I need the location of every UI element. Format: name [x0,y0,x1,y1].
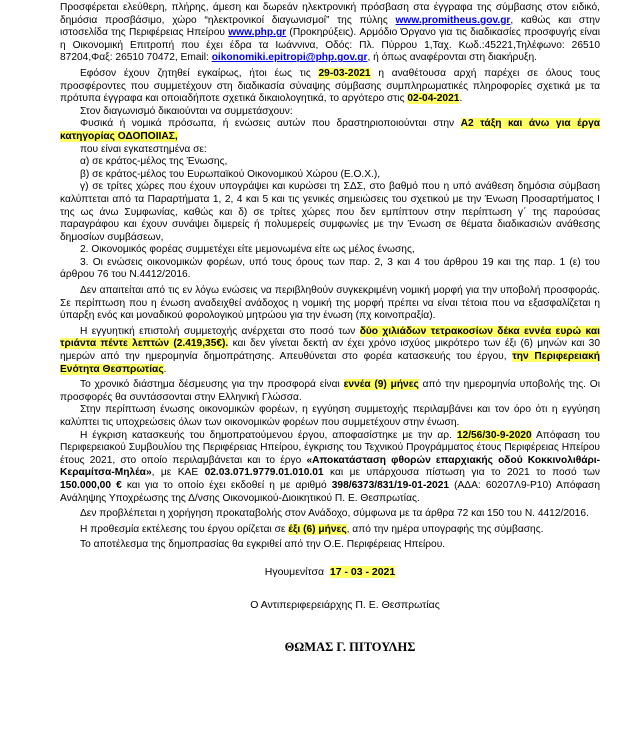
class-requirement: Α2 τάξη και άνω για έργα κατηγορίας ΟΔΟΠΟΙΙΑΣ, [60,118,600,142]
info-provide-date: 02-04-2021 [407,93,460,105]
paragraph-approval: Η έγκριση κατασκευής του δημοπρατούμενου έργου, αποφασίστηκε με την αρ. 12/56/30-9-2020 Απόφαση του Περιφερειακού Συμβουλίου της Περιφέρειας Ηπείρου, έγκρισης του Τεχνικού Προγράμματος έτους Περιφέρειας Ηπείρου έτους 2021, στο οποίο περιλαμβάνεται και το έργο «Αποκατάσταση φθορών επαρχιακής οδού Κοκκινολιθάρι-Κεραμίτσα-Μηλέα», με ΚΑΕ 02.03.071.9779.01.010.01 και με υπάρχουσα πίστωση για το 2021 το ποσό των 150.000,00 € και για το οποίο έχει εκδοθεί η με αριθμό 398/6373/831/19-01-2021 (ΑΔΑ: 60207Λ9-Ρ10) Απόφαση Ανάληψης Υποχρέωσης της Δ/νσης Οικονομικού-Διοικητικού Π. Ε. Θεσπρωτίας. [60,429,601,504]
paragraph-access: Προσφέρεται ελεύθερη, πλήρης, άμεση και δωρεάν ηλεκτρονική πρόσβαση στα έγγραφα της σύμβασης στον ειδικό, δημόσια προσβάσιμο, χώρο “ηλεκτρονικοί διαγωνισμοί” της πύλης www.promitheus.gov.gr, καθώς και στην ιστοσελίδα της Περιφέρειας Ηπείρου www.php.gr (Προκηρύξεις). Αρμόδιο Όργανο για τις διαδικασίες προσφυγής είναι η Οικονομική Επιτροπή που έχει έδρα τα Ιωάννινα, Οδός: Πλ. Πύρρου 1,Ταχ. Κωδ.:45221,Τηλέφωνο: 26510 87204,Φαξ: 26510 70472, Email: oikonomiki.epitropi@php.gov.gr, ή όπως αναφέρονται στη διακήρυξη. [60,2,600,64]
execution-period: έξι (6) μήνες [288,523,347,535]
paragraph-offer-validity: Το χρονικό διάστημα δέσμευσης για την προσφορά είναι εννέα (9) μήνες από την ημερομηνία υποβολής της. Οι προσφορές θα συντάσσονται στην Ελληνική Γλώσσα. [60,379,600,403]
paragraph-deadline: Η προθεσμία εκτέλεσης του έργου ορίζεται σε έξι (6) μήνες, από την ημέρα υπογραφής της σύμβασης. [80,523,544,535]
paragraph-guarantee: Η εγγυητική επιστολή συμμετοχής ανέρχεται στο ποσό των δύο χιλιάδων τετρακοσίων δέκα εννέα ευρώ και τριάντα πέντε λεπτών (2.419,35€). και δεν γίνεται δεκτή αν έχει χρόνο ισχύος μικρότερο των έξι (6) μηνών και 30 ημερών από την ημερομηνία δημοπράτησης. Απευθύνεται στο φορέα κατασκευής του έργου, την Περιφερειακή Ενότητα Θεσπρωτίας. [60,325,600,375]
list-item-c: γ) σε τρίτες χώρες που έχουν υπογράψει και κυρώσει τη ΣΔΣ, στο βαθμό που η υπό ανάθεση δημόσια σύμβαση καλύπτεται από τα Παραρτήματα 1, 2, 4 και 5 και τις γενικές σημειώσεις του σχετικού με την Ένωση Προσαρτήματος I της ως άνω Συμφωνίας, καθώς και δ) σε τρίτες χώρες που δεν εμπίπτουν στην περίπτωση γ΄ της παρούσας παραγράφου και έχουν συνάψει διμερείς ή πολυμερείς συμφωνίες με την Ένωση σε θέματα διαδικασιών ανάθεσης δημοσίων συμβάσεων, [60,181,600,243]
paragraph-eligibility-heading: Στον διαγωνισμό δικαιούνται να συμμετάσχουν: [80,105,293,117]
place: Ηγουμενίτσα [264,565,325,578]
paragraph-result: Το αποτέλεσμα της δημοπρασίας θα εγκριθεί από την Ο.Ε. Περιφέρειας Ηπείρου. [80,539,446,551]
php-link[interactable]: www.php.gr [228,27,287,39]
credit-amount: 150.000,00 € [60,479,122,491]
email-link[interactable]: oikonomiki.epitropi@php.gov.gr [211,52,368,64]
list-item-a: α) σε κράτος-μέλος της Ένωσης, [80,156,228,168]
deputy-title: Ο Αντιπεριφερειάρχης Π. Ε. Θεσπρωτίας [250,598,440,611]
info-request-date: 29-03-2021 [318,67,371,79]
place-date [60,566,600,579]
offer-validity-period: εννέα (9) μήνες [343,379,419,391]
project-title: «Αποκατάσταση φθορών επαρχιακής οδού Κοκκινολιθάρι-Κεραμίτσα-Μηλέα» [60,454,600,479]
decision-number: 12/56/30-9-2020 [456,429,532,441]
list-item-2: 2. Οικονομικός φορέας συμμετέχει είτε μεμονωμένα είτε ως μέλος ένωσης, [80,244,415,256]
guarantee-amount: δύο χιλιάδων τετρακοσίων δέκα εννέα ευρώ και τριάντα πέντε λεπτών (2.419,35€). [60,325,600,350]
promitheus-link[interactable]: www.promitheus.gov.gr [395,14,511,26]
paragraph-eligibility-class: Φυσικά ή νομικά πρόσωπα, ή ενώσεις αυτών που δραστηριοποιούνται στην Α2 τάξη και άνω για έργα κατηγορίας ΟΔΟΠΟΙΙΑΣ, [60,118,600,142]
signature-date: 17 - 03 - 2021 [329,565,396,578]
document-body [60,2,600,654]
commitment-number: 398/6373/831/19-01-2021 [331,479,450,491]
signer-name: ΘΩΜΑΣ Γ. ΠΙΤΟΥΛΗΣ [284,640,416,655]
paragraph-established: που είναι εγκατεστημένα σε: [80,143,207,155]
kae-code: 02.03.071.9779.01.010.01 [204,467,324,479]
paragraph-union-guarantee: Στην περίπτωση ένωσης οικονομικών φορέων, η εγγύηση συμμετοχής περιλαμβάνει και τον όρο ότι η εγγύηση καλύπτει τις υποχρεώσεις όλων των οικονομικών φορέων που συμμετέχουν στην ένωση. [60,404,600,428]
construction-body: την Περιφερειακή Ενότητα Θεσπρωτίας [60,351,600,375]
paragraph-advance: Δεν προβλέπεται η χορήγηση προκαταβολής στον Ανάδοχο, σύμφωνα με τα άρθρα 72 και 150 του Ν. 4412/2016. [80,508,589,520]
paragraph-union-form: Δεν απαιτείται από τις εν λόγω ενώσεις να περιβληθούν συγκεκριμένη νομική μορφή για την υποβολή προσφοράς. Σε περίπτωση που η ένωση αναδειχθεί ανάδοχος η νομική της μορφή πρέπει να είναι τέτοια που να εξασφαλίζεται η ύπαρξη ενός και μοναδικού φορολογικού μητρώου για την ένωση (πχ κοινοπραξία). [60,285,600,322]
list-item-3: 3. Οι ενώσεις οικονομικών φορέων, υπό τους όρους των παρ. 2, 3 και 4 του άρθρου 19 και της παρ. 1 (ε) του άρθρου 76 του Ν.4412/2016. [60,256,600,281]
list-item-b: β) σε κράτος-μέλος του Ευρωπαϊκού Οικονομικού Χώρου (Ε.Ο.Χ.), [80,168,381,180]
paragraph-info-deadline: Εφόσον έχουν ζητηθεί εγκαίρως, ήτοι έως τις 29-03-2021 η αναθέτουσα αρχή παρέχει σε όλους τους προσφέροντες που συμμετέχουν στη διαδικασία σύναψης σύμβασης συμπληρωματικές πληροφορίες σχετικά με τα πρότυπα έγγραφα και οποιαδήποτε σχετικά δικαιολογητικά, το αργότερο στις 02-04-2021. [60,67,600,105]
